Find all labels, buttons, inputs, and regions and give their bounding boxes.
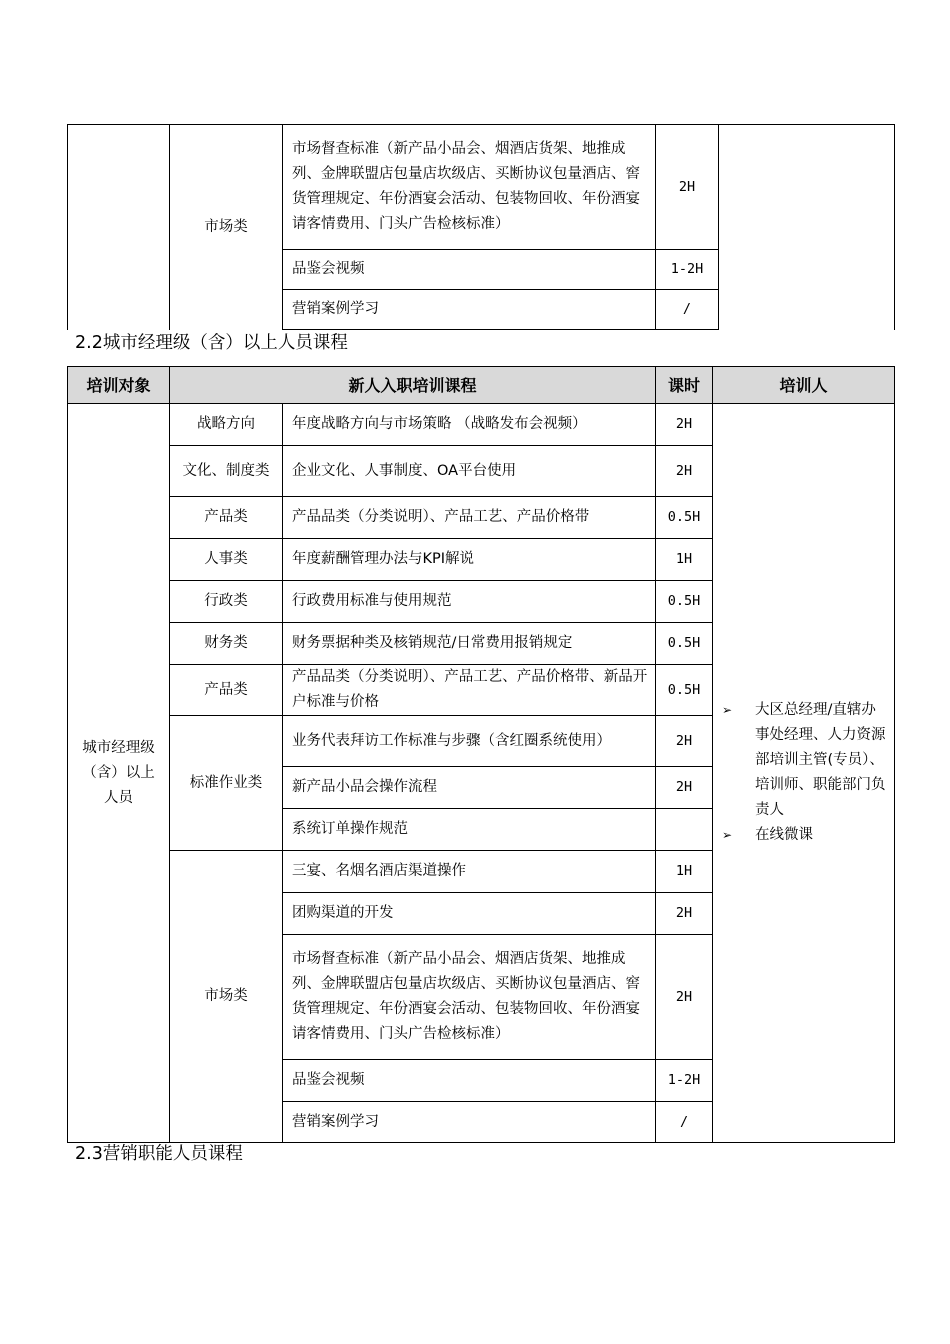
category-cell: 产品类 xyxy=(170,497,283,539)
hours-cell: 2H xyxy=(656,767,713,809)
course-cell: 年度薪酬管理办法与KPI解说 xyxy=(283,539,656,581)
category-cell: 财务类 xyxy=(170,623,283,665)
hours-cell: 1-2H xyxy=(656,1060,713,1102)
hours-cell: / xyxy=(656,1102,713,1143)
hours-cell: 1H xyxy=(656,851,713,893)
course-table xyxy=(67,366,895,1143)
course-cell: 年度战略方向与市场策略 （战略发布会视频） xyxy=(283,404,656,446)
hours-cell: 2H xyxy=(656,404,713,446)
trainer-text: 大区总经理/直辖办事处经理、人力资源部培训主管(专员）、培训师、职能部门负责人 xyxy=(755,702,886,818)
continued-course-table xyxy=(67,124,895,330)
empty-trainer-cell xyxy=(719,125,895,330)
hours-cell: 2H xyxy=(656,893,713,935)
course-cell: 市场督查标准（新产品小品会、烟酒店货架、地推成列、金牌联盟店包量店坎级店、买断协议包量酒店、窖货管理规定、年份酒宴会活动、包装物回收、年份酒宴请客情费用、门头广告检核标准） xyxy=(283,125,656,250)
course-cell: 三宴、名烟名酒店渠道操作 xyxy=(283,851,656,893)
category-cell: 战略方向 xyxy=(170,404,283,446)
header-hours: 课时 xyxy=(656,367,713,404)
trainer-item xyxy=(722,698,888,823)
course-cell: 新产品小品会操作流程 xyxy=(283,767,656,809)
arrow-bullet-icon: ➢ xyxy=(722,703,733,717)
hours-cell: / xyxy=(656,290,719,330)
hours-cell xyxy=(656,809,713,851)
category-cell: 市场类 xyxy=(170,125,283,330)
hours-cell: 0.5H xyxy=(656,665,713,716)
hours-cell: 1H xyxy=(656,539,713,581)
course-cell: 营销案例学习 xyxy=(283,290,656,330)
course-cell: 业务代表拜访工作标准与步骤（含红圈系统使用） xyxy=(283,716,656,767)
course-cell: 营销案例学习 xyxy=(283,1102,656,1143)
arrow-bullet-icon: ➢ xyxy=(722,828,733,842)
trainer-item xyxy=(722,823,888,848)
empty-target-cell xyxy=(68,125,170,330)
section-heading-2-3: 2.3营销职能人员课程 xyxy=(75,1144,243,1164)
hours-cell: 0.5H xyxy=(656,497,713,539)
course-cell: 行政费用标准与使用规范 xyxy=(283,581,656,623)
course-cell: 品鉴会视频 xyxy=(283,250,656,290)
hours-cell: 2H xyxy=(656,716,713,767)
category-cell: 产品类 xyxy=(170,665,283,716)
category-cell: 市场类 xyxy=(170,851,283,1143)
category-cell: 行政类 xyxy=(170,581,283,623)
trainer-cell xyxy=(713,404,895,1143)
header-trainer: 培训人 xyxy=(713,367,895,404)
hours-cell: 0.5H xyxy=(656,623,713,665)
course-cell: 市场督查标准（新产品小品会、烟酒店货架、地推成列、金牌联盟店包量店坎级店、买断协议包量酒店、窖货管理规定、年份酒宴会活动、包装物回收、年份酒宴请客情费用、门头广告检核标准） xyxy=(283,935,656,1060)
section-heading-2-2: 2.2城市经理级（含）以上人员课程 xyxy=(75,333,348,353)
course-cell: 品鉴会视频 xyxy=(283,1060,656,1102)
course-cell: 财务票据种类及核销规范/日常费用报销规定 xyxy=(283,623,656,665)
course-cell: 团购渠道的开发 xyxy=(283,893,656,935)
category-cell: 人事类 xyxy=(170,539,283,581)
hours-cell: 2H xyxy=(656,125,719,250)
target-cell: 城市经理级（含）以上人员 xyxy=(68,404,170,1143)
course-cell: 产品品类（分类说明）、产品工艺、产品价格带 xyxy=(283,497,656,539)
hours-cell: 2H xyxy=(656,446,713,497)
hours-cell: 1-2H xyxy=(656,250,719,290)
course-cell: 产品品类（分类说明）、产品工艺、产品价格带、新品开户标准与价格 xyxy=(283,665,656,716)
category-cell: 标准作业类 xyxy=(170,716,283,851)
course-cell: 企业文化、人事制度、OA平台使用 xyxy=(283,446,656,497)
hours-cell: 0.5H xyxy=(656,581,713,623)
course-cell: 系统订单操作规范 xyxy=(283,809,656,851)
header-target: 培训对象 xyxy=(68,367,170,404)
header-course: 新人入职培训课程 xyxy=(170,367,656,404)
trainer-text: 在线微课 xyxy=(755,827,814,843)
category-cell: 文化、制度类 xyxy=(170,446,283,497)
hours-cell: 2H xyxy=(656,935,713,1060)
